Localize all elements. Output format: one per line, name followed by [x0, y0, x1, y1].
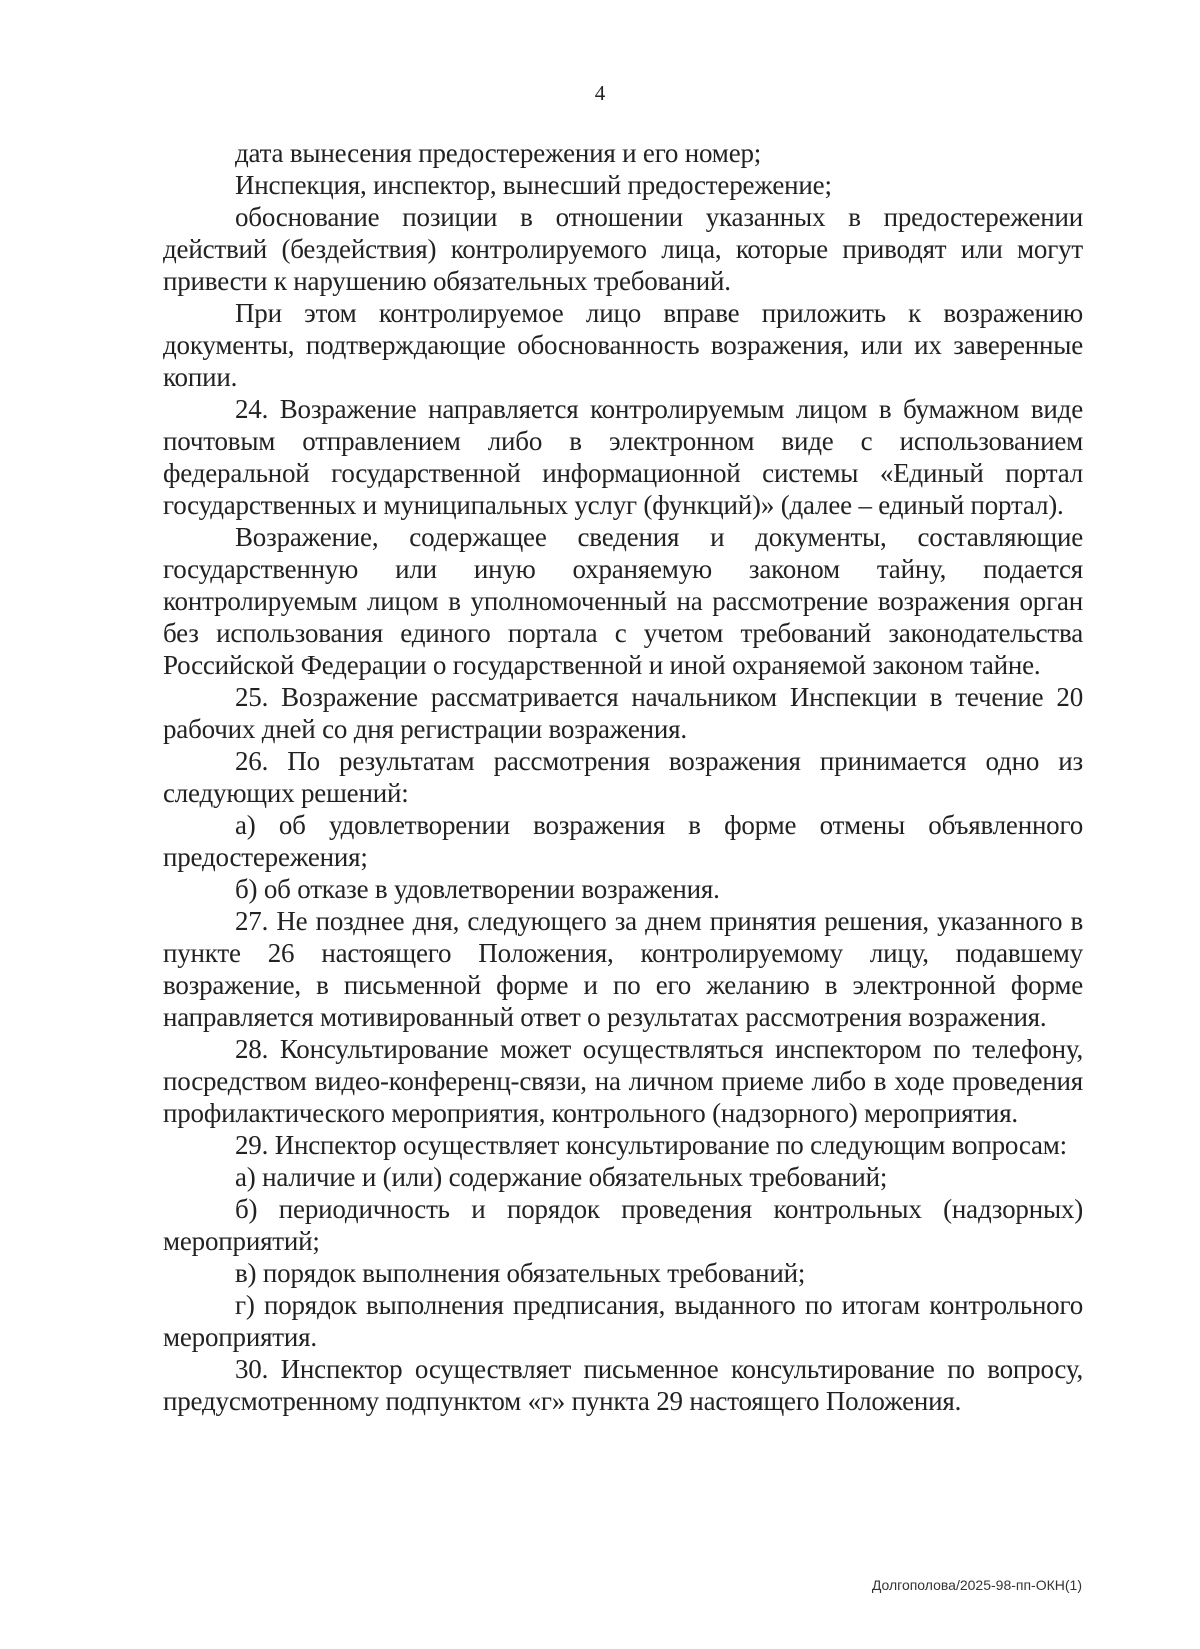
paragraph-clause-26-b: б) об отказе в удовлетворении возражения. — [235, 874, 720, 904]
paragraph-warning-date: дата вынесения предостережения и его номер; — [235, 138, 762, 168]
page-number: 4 — [594, 81, 606, 105]
paragraph-inspector: Инспекция, инспектор, вынесший предостережение; — [235, 170, 832, 200]
paragraph-clause-28: 28. Консультирование может осуществляться инспектором по телефону, посредством видео-конференц-связи, на личном приеме либо в ходе проведения профилактического мероприятия, контрольного (надзорного) мероприятия. — [163, 1034, 1083, 1128]
paragraph-clause-26-a: а) об удовлетворении возражения в форме отмены объявленного предостережения; — [163, 810, 1083, 872]
paragraph-secret-objection: Возражение, содержащее сведения и документы, составляющие государственную или иную охраняемую законом тайну, подается контролируемым лицом в уполномоченный на рассмотрение возражения орган без использования единого портала с учетом требований законодательства Российской Федерации о государственной и иной охраняемой законом тайне. — [163, 522, 1083, 680]
paragraph-clause-29-a: а) наличие и (или) содержание обязательных требований; — [235, 1162, 888, 1192]
paragraph-justification: обоснование позиции в отношении указанных в предостережении действий (бездействия) контролируемого лица, которые приводят или могут привести к нарушению обязательных требований. — [163, 202, 1083, 296]
paragraph-clause-29-c: в) порядок выполнения обязательных требований; — [235, 1258, 806, 1288]
paragraph-clause-24: 24. Возражение направляется контролируемым лицом в бумажном виде почтовым отправлением либо в электронном виде с использованием федеральной государственной информационной системы «Единый портал государственных и муниципальных услуг (функций)» (далее – единый портал). — [163, 394, 1083, 520]
paragraph-clause-30: 30. Инспектор осуществляет письменное консультирование по вопросу, предусмотренному подпунктом «г» пункта 29 настоящего Положения. — [163, 1354, 1083, 1416]
paragraph-clause-29-b: б) периодичность и порядок проведения контрольных (надзорных) мероприятий; — [163, 1194, 1083, 1256]
document-body — [163, 137, 1083, 1417]
paragraph-clause-29: 29. Инспектор осуществляет консультирование по следующим вопросам: — [235, 1130, 1067, 1160]
document-reference-code: Долгополова/2025-98-пп-ОКН(1) — [871, 1577, 1082, 1593]
paragraph-clause-25: 25. Возражение рассматривается начальником Инспекции в течение 20 рабочих дней со дня регистрации возражения. — [163, 682, 1083, 744]
paragraph-clause-27: 27. Не позднее дня, следующего за днем принятия решения, указанного в пункте 26 настоящего Положения, контролируемому лицу, подавшему возражение, в письменной форме и по его желанию в электронной форме направляется мотивированный ответ о результатах рассмотрения возражения. — [163, 906, 1083, 1032]
paragraph-clause-26: 26. По результатам рассмотрения возражения принимается одно из следующих решений: — [163, 746, 1083, 808]
paragraph-clause-29-d: г) порядок выполнения предписания, выданного по итогам контрольного мероприятия. — [163, 1290, 1083, 1352]
paragraph-attach-documents: При этом контролируемое лицо вправе приложить к возражению документы, подтверждающие обоснованность возражения, или их заверенные копии. — [163, 298, 1083, 392]
